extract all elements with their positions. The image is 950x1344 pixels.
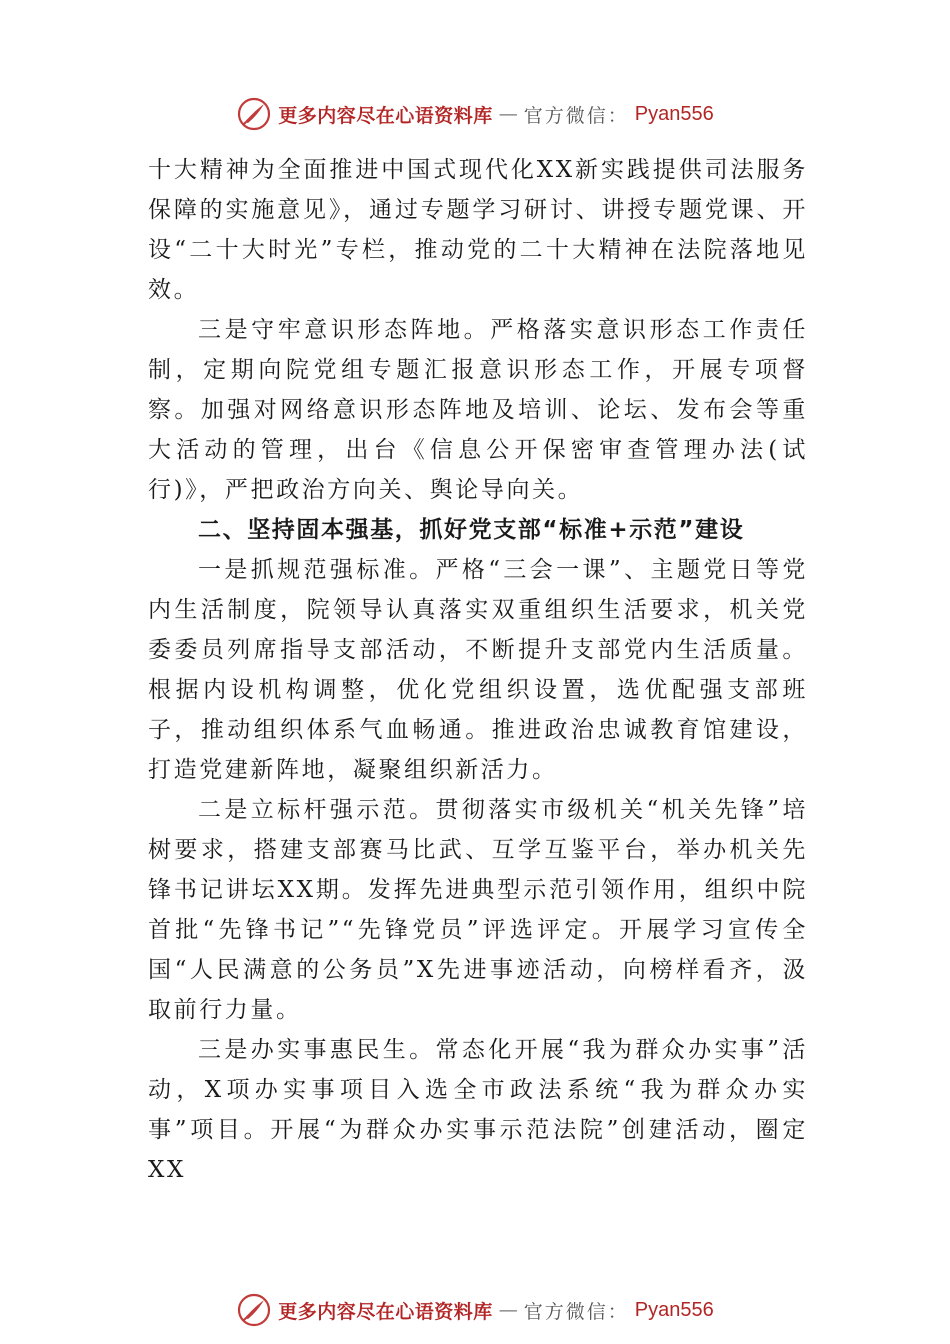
quill-seal-icon xyxy=(236,1292,272,1328)
paragraph-standards: 一是抓规范强标准。严格“三会一课”、主题党日等党内生活制度，院领导认真落实双重组织生活要求，机关党委委员列席指导支部活动，不断提升支部党内生活质量。根据内设机构调整，优化党组织设置，选优配强支部班子，推动组织体系气血畅通。推进政治忠诚教育馆建设，打造党建新阵地，凝聚组织新活力。 xyxy=(148,557,808,783)
quill-seal-icon xyxy=(236,96,272,132)
paragraph-livelihood: 三是办实事惠民生。常态化开展“我为群众办实事”活动，X项办实事项目入选全市政法系统“我为群众办实事”项目。开展“为群众办实事示范法院”创建活动，圈定XX xyxy=(148,1037,808,1183)
separator: — xyxy=(498,1299,518,1321)
wechat-account: Pyan556 xyxy=(634,1298,714,1321)
separator: — xyxy=(498,103,518,125)
wechat-label: 官方微信： xyxy=(523,104,629,127)
paragraph-benchmark: 二是立标杆强示范。贯彻落实市级机关“机关先锋”培树要求，搭建支部赛马比武、互学互鉴平台，举办机关先锋书记讲坛XX期。发挥先进典型示范引领作用，组织中院首批“先锋书记”“先锋党员”评选评定。开展学习宣传全国“人民满意的公务员”X先进事迹活动，向榜样看齐，汲取前行力量。 xyxy=(148,797,808,1023)
footer-banner xyxy=(0,1290,950,1330)
section-heading: 二、坚持固本强基，抓好党支部“标准+示范”建设 xyxy=(198,517,745,543)
paragraph-ideology: 三是守牢意识形态阵地。严格落实意识形态工作责任制，定期向院党组专题汇报意识形态工作，开展专项督察。加强对网络意识形态阵地及培训、论坛、发布会等重大活动的管理，出台《信息公开保密审查管理办法(试行)》，严把政治方向关、舆论导向关。 xyxy=(148,317,808,503)
header-banner xyxy=(0,94,950,134)
document-body xyxy=(148,150,808,1190)
site-name: 更多内容尽在心语资料库 xyxy=(278,1300,493,1323)
wechat-account: Pyan556 xyxy=(634,102,714,125)
wechat-label: 官方微信： xyxy=(523,1300,629,1323)
site-name: 更多内容尽在心语资料库 xyxy=(278,104,493,127)
paragraph-continuation: 十大精神为全面推进中国式现代化XX新实践提供司法服务保障的实施意见》，通过专题学习研讨、讲授专题党课、开设“二十大时光”专栏，推动党的二十大精神在法院落地见效。 xyxy=(148,157,808,303)
